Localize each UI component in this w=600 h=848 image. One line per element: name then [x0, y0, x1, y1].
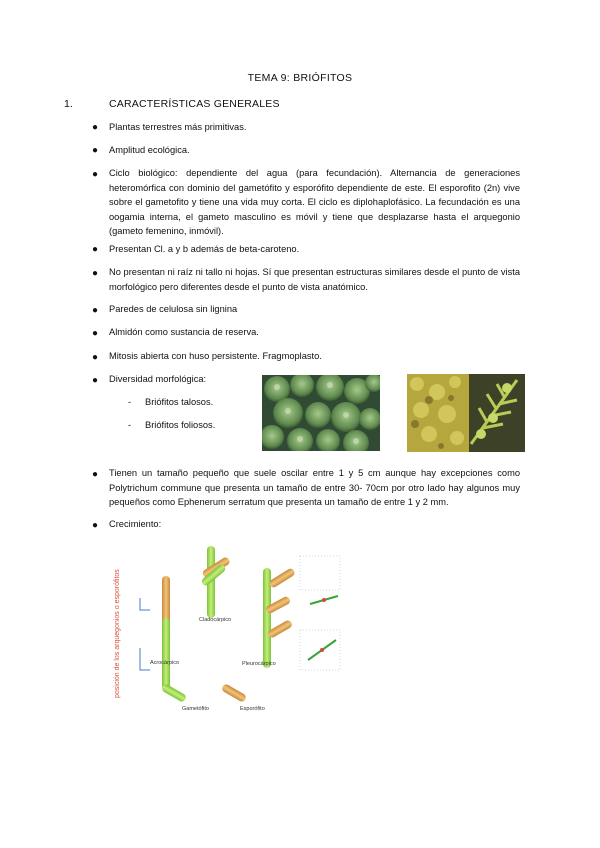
list-item: Crecimiento:	[109, 519, 162, 529]
bullet-icon: ●	[92, 305, 99, 316]
list-item: Amplitud ecológica.	[109, 145, 190, 155]
pleurocarpic-label: Pleurocárpico	[242, 661, 276, 667]
legend-gametophyte: Gametófito	[182, 706, 209, 712]
sub-item: Briófitos talosos.	[145, 397, 214, 407]
dash-icon: -	[128, 397, 132, 407]
list-item: Almidón como sustancia de reserva.	[109, 327, 259, 337]
cladocarpic-label: Cladocárpico	[199, 617, 232, 623]
section-title: CARACTERÍSTICAS GENERALES	[109, 98, 280, 110]
bullet-icon: ●	[92, 352, 99, 363]
bullet-icon: ●	[92, 268, 99, 279]
list-item: Mitosis abierta con huso persistente. Fragmoplasto.	[109, 351, 322, 361]
page-title: TEMA 9: BRIÓFITOS	[247, 72, 353, 84]
leafy-moss-photo	[407, 374, 525, 452]
sub-item: Briófitos foliosos.	[145, 420, 216, 430]
bullet-icon: ●	[92, 469, 99, 480]
bullet-icon: ●	[92, 375, 99, 386]
list-item: Plantas terrestres más primitivas.	[109, 122, 247, 132]
growth-diagram	[110, 538, 370, 720]
bullet-icon: ●	[92, 244, 99, 255]
bullet-icon: ●	[92, 520, 99, 531]
section-number: 1.	[64, 98, 73, 110]
thalloid-moss-photo	[262, 375, 380, 451]
list-item: Diversidad morfológica:	[109, 374, 207, 384]
vertical-axis-label: posición de los arquegonios o esporófitos	[114, 569, 121, 698]
list-item: Tienen un tamaño pequeño que suele oscilar entre 1 y 5 cm aunque hay excepciones como Polytrichum commune que presenta un tamaño de entre 30- 70cm por otro lado hay algunos muy pequeños como Ephenerum serratum que presenta un tamaño de entre 1 y 2 mm.	[109, 468, 520, 507]
list-item: No presentan ni raíz ni tallo ni hojas. Sí que presentan estructuras similares desde el punto de vista morfológico pero diferentes desde el punto de vista anatómico.	[109, 267, 520, 292]
bullet-icon: ●	[92, 169, 99, 180]
legend-sporophyte: Esporófito	[240, 706, 265, 712]
list-item: Ciclo biológico: dependiente del agua (para fecundación). Alternancia de generaciones heteromórfica con dominio del gametófito y esporófito dependiente de este. El esporofito (2n) vive sobre el gametofito y tiene una vida muy corta. El ciclo es diplohaplofásico. La fecundación es una oogamia interna, el gameto masculino es móvil y tiene que desplazarse hasta el arquegonio (gameto femenino, inmóvil).	[109, 168, 520, 236]
bullet-icon: ●	[92, 328, 99, 339]
list-item: Presentan Cl. a y b además de beta-caroteno.	[109, 244, 300, 254]
bullet-icon: ●	[92, 122, 99, 133]
list-item: Paredes de celulosa sin lignina	[109, 304, 238, 314]
bullet-icon: ●	[92, 145, 99, 156]
acrocarpic-label: Acrocárpico	[150, 660, 180, 666]
dash-icon: -	[128, 420, 132, 430]
